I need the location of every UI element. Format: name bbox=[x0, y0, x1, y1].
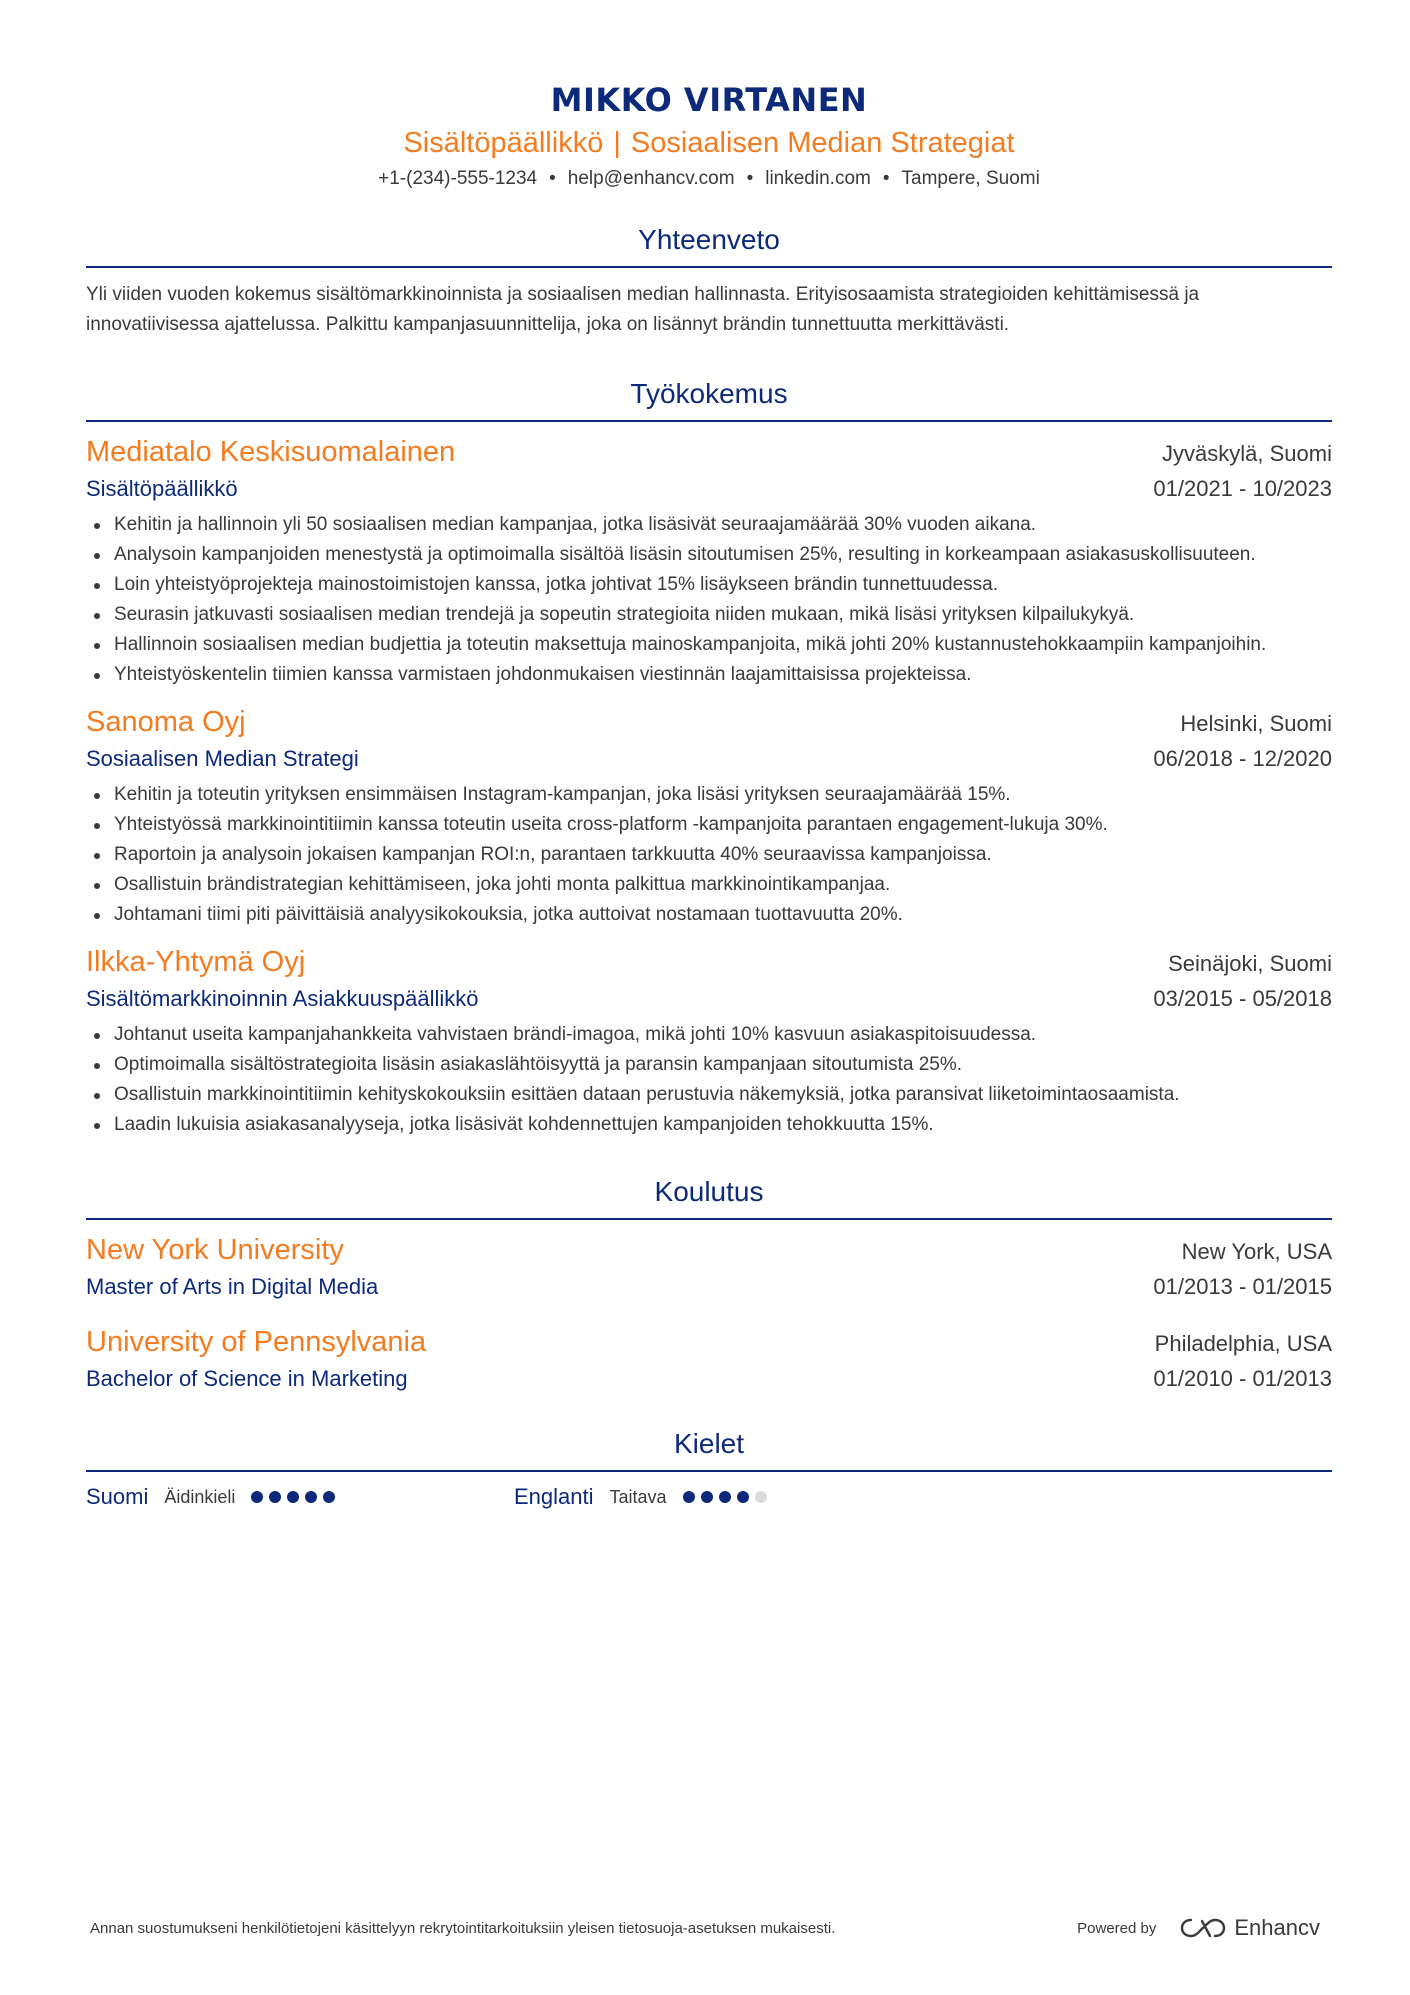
phone: +1-(234)-555-1234 bbox=[378, 168, 538, 189]
job-entry bbox=[86, 944, 1332, 1140]
language-rating bbox=[683, 1491, 773, 1503]
job-bullet: Osallistuin markkinointitiimin kehityskokouksiin esittäen dataan perustuvia näkemyksiä, jotka paransivat liiketoimintaosaamista. bbox=[86, 1080, 1332, 1110]
education-header-row bbox=[86, 1324, 1332, 1362]
summary-heading: Yhteenveto bbox=[86, 222, 1332, 268]
job-role-row bbox=[86, 742, 1332, 776]
job-bullet: Osallistuin brändistrategian kehittämiseen, joka johti monta palkittua markkinointikampanjaa. bbox=[86, 870, 1332, 900]
job-header-row bbox=[86, 704, 1332, 742]
rating-dot-filled bbox=[287, 1491, 299, 1503]
school-location: Philadelphia, USA bbox=[1154, 1331, 1332, 1356]
language-item bbox=[514, 1484, 942, 1510]
job-bullets bbox=[86, 780, 1332, 930]
rating-dot-filled bbox=[323, 1491, 335, 1503]
rating-dot-filled bbox=[269, 1491, 281, 1503]
education-degree-row bbox=[86, 1362, 1332, 1396]
education-dates: 01/2010 - 01/2013 bbox=[1153, 1366, 1332, 1391]
job-bullet: Loin yhteistyöprojekteja mainostoimistojen kanssa, jotka johtivat 15% lisäykseen brändin tunnettuudessa. bbox=[86, 570, 1332, 600]
rating-dot-filled bbox=[251, 1491, 263, 1503]
education-list bbox=[86, 1232, 1332, 1396]
title-separator: | bbox=[613, 127, 621, 159]
degree: Master of Arts in Digital Media bbox=[86, 1274, 379, 1299]
education-dates: 01/2013 - 01/2015 bbox=[1153, 1274, 1332, 1299]
job-role-row bbox=[86, 982, 1332, 1016]
rating-dot-filled bbox=[683, 1491, 695, 1503]
job-bullets bbox=[86, 1020, 1332, 1140]
job-location: Jyväskylä, Suomi bbox=[1162, 441, 1332, 466]
job-bullet: Optimoimalla sisältöstrategioita lisäsin asiakaslähtöisyyttä ja paransin kampanjaan sitoutumista 25%. bbox=[86, 1050, 1332, 1080]
job-entry bbox=[86, 704, 1332, 930]
job-bullet: Hallinnoin sosiaalisen median budjettia ja toteutin maksettuja mainoskampanjoita, mikä johti 20% kustannustehokkaampiin kampanjoihin. bbox=[86, 630, 1332, 660]
linkedin-link[interactable]: linkedin.com bbox=[765, 168, 871, 189]
contact-line bbox=[86, 166, 1332, 192]
experience-section bbox=[86, 376, 1332, 1140]
powered-by-label: Powered by bbox=[1077, 1919, 1157, 1937]
separator-dot: • bbox=[746, 168, 754, 189]
summary-text: Yli viiden vuoden kokemus sisältömarkkinoinnista ja sosiaalisen median hallinnasta. Erityisosaamista strategioiden kehittämisessä ja innovatiivisessa ajattelussa. Palkittu kampanjasuunnittelija, joka on lisännyt brändin tunnettuutta merkittävästi. bbox=[86, 284, 1200, 335]
degree: Bachelor of Science in Marketing bbox=[86, 1366, 408, 1391]
job-bullet: Laadin lukuisia asiakasanalyyseja, jotka lisäsivät kohdennettujen kampanjoiden tehokkuutta 15%. bbox=[86, 1110, 1332, 1140]
job-role: Sosiaalisen Median Strategi bbox=[86, 746, 359, 771]
job-location: Helsinki, Suomi bbox=[1180, 711, 1332, 736]
rating-dot-filled bbox=[305, 1491, 317, 1503]
candidate-location: Tampere, Suomi bbox=[901, 168, 1040, 189]
education-entry bbox=[86, 1324, 1332, 1396]
job-dates: 03/2015 - 05/2018 bbox=[1153, 986, 1332, 1011]
language-rating bbox=[251, 1491, 341, 1503]
resume-page bbox=[86, 0, 1332, 1995]
footer bbox=[90, 1915, 1320, 1941]
job-bullet: Johtanut useita kampanjahankkeita vahvistaen brändi-imagoa, mikä johti 10% kasvuun asiakaspitoisuudessa. bbox=[86, 1020, 1332, 1050]
consent-text: Annan suostumukseni henkilötietojeni käsittelyyn rekrytointitarkoituksiin yleisen tietosuoja-asetuksen mukaisesti. bbox=[90, 1919, 836, 1937]
education-degree-row bbox=[86, 1270, 1332, 1304]
job-location: Seinäjoki, Suomi bbox=[1168, 951, 1332, 976]
job-dates: 01/2021 - 10/2023 bbox=[1153, 476, 1332, 501]
email-link[interactable]: help@enhancv.com bbox=[567, 168, 735, 189]
company-name: Ilkka-Yhtymä Oyj bbox=[86, 946, 306, 978]
job-role: Sisältömarkkinoinnin Asiakkuuspäällikkö bbox=[86, 986, 479, 1011]
education-section bbox=[86, 1174, 1332, 1396]
enhancv-logo[interactable] bbox=[1180, 1915, 1320, 1941]
education-header-row bbox=[86, 1232, 1332, 1270]
job-bullet: Yhteistyöskentelin tiimien kanssa varmistaen johdonmukaisen viestinnän laajamittaisissa projekteissa. bbox=[86, 660, 1332, 690]
separator-dot: • bbox=[549, 168, 556, 189]
job-bullet: Seurasin jatkuvasti sosiaalisen median trendejä ja sopeutin strategioita niiden mukaan, mikä lisäsi yrityksen kilpailukykyä. bbox=[86, 600, 1332, 630]
experience-heading: Työkokemus bbox=[86, 376, 1332, 422]
resume-header bbox=[86, 0, 1332, 192]
job-bullet: Johtamani tiimi piti päivittäisiä analyysikokouksia, jotka auttoivat nostamaan tuottavuutta 20%. bbox=[86, 900, 1332, 930]
language-level: Äidinkieli bbox=[164, 1486, 236, 1507]
school-name: New York University bbox=[86, 1234, 344, 1266]
job-bullet: Yhteistyössä markkinointitiimin kanssa toteutin useita cross-platform -kampanjoita parantaen engagement-lukuja 30%. bbox=[86, 810, 1332, 840]
job-dates: 06/2018 - 12/2020 bbox=[1153, 746, 1332, 771]
rating-dot-filled bbox=[737, 1491, 749, 1503]
powered-by bbox=[1077, 1915, 1320, 1941]
language-name: Suomi bbox=[86, 1484, 149, 1509]
candidate-name: MIKKO VIRTANEN bbox=[550, 81, 868, 119]
language-level: Taitava bbox=[609, 1486, 667, 1507]
rating-dot-filled bbox=[719, 1491, 731, 1503]
job-bullet: Raportoin ja analysoin jokaisen kampanjan ROI:n, parantaen tarkkuutta 40% seuraavissa kampanjoissa. bbox=[86, 840, 1332, 870]
job-list bbox=[86, 434, 1332, 1140]
summary-section bbox=[86, 222, 1332, 340]
enhancv-brand-name: Enhancv bbox=[1234, 1915, 1320, 1940]
job-bullets bbox=[86, 510, 1332, 690]
job-bullet: Kehitin ja hallinnoin yli 50 sosiaalisen median kampanjaa, jotka lisäsivät seuraajamäärää 30% vuoden aikana. bbox=[86, 510, 1332, 540]
candidate-title bbox=[86, 124, 1332, 162]
job-role: Sisältöpäällikkö bbox=[86, 476, 238, 501]
school-name: University of Pennsylvania bbox=[86, 1326, 427, 1358]
job-role-row bbox=[86, 472, 1332, 506]
company-name: Sanoma Oyj bbox=[86, 706, 246, 738]
enhancv-logo-icon bbox=[1180, 1917, 1226, 1939]
rating-dot-empty bbox=[755, 1491, 767, 1503]
job-entry bbox=[86, 434, 1332, 690]
job-header-row bbox=[86, 434, 1332, 472]
language-item bbox=[86, 1484, 514, 1510]
rating-dot-filled bbox=[701, 1491, 713, 1503]
languages-section bbox=[86, 1426, 1332, 1510]
company-name: Mediatalo Keskisuomalainen bbox=[86, 436, 456, 468]
school-location: New York, USA bbox=[1181, 1239, 1332, 1264]
title-part-1: Sisältöpäällikkö bbox=[403, 127, 604, 159]
job-bullet: Analysoin kampanjoiden menestystä ja optimoimalla sisältöä lisäsin sitoutumisen 25%, resulting in korkeampaan asiakasuskollisuuteen. bbox=[86, 540, 1332, 570]
separator-dot: • bbox=[882, 168, 890, 189]
title-part-2: Sosiaalisen Median Strategiat bbox=[630, 127, 1015, 159]
language-name: Englanti bbox=[514, 1484, 594, 1509]
education-heading: Koulutus bbox=[86, 1174, 1332, 1220]
job-bullet: Kehitin ja toteutin yrityksen ensimmäisen Instagram-kampanjan, joka lisäsi yrityksen seuraajamäärää 15%. bbox=[86, 780, 1332, 810]
languages-heading: Kielet bbox=[86, 1426, 1332, 1472]
job-header-row bbox=[86, 944, 1332, 982]
language-list bbox=[86, 1484, 1332, 1510]
education-entry bbox=[86, 1232, 1332, 1304]
